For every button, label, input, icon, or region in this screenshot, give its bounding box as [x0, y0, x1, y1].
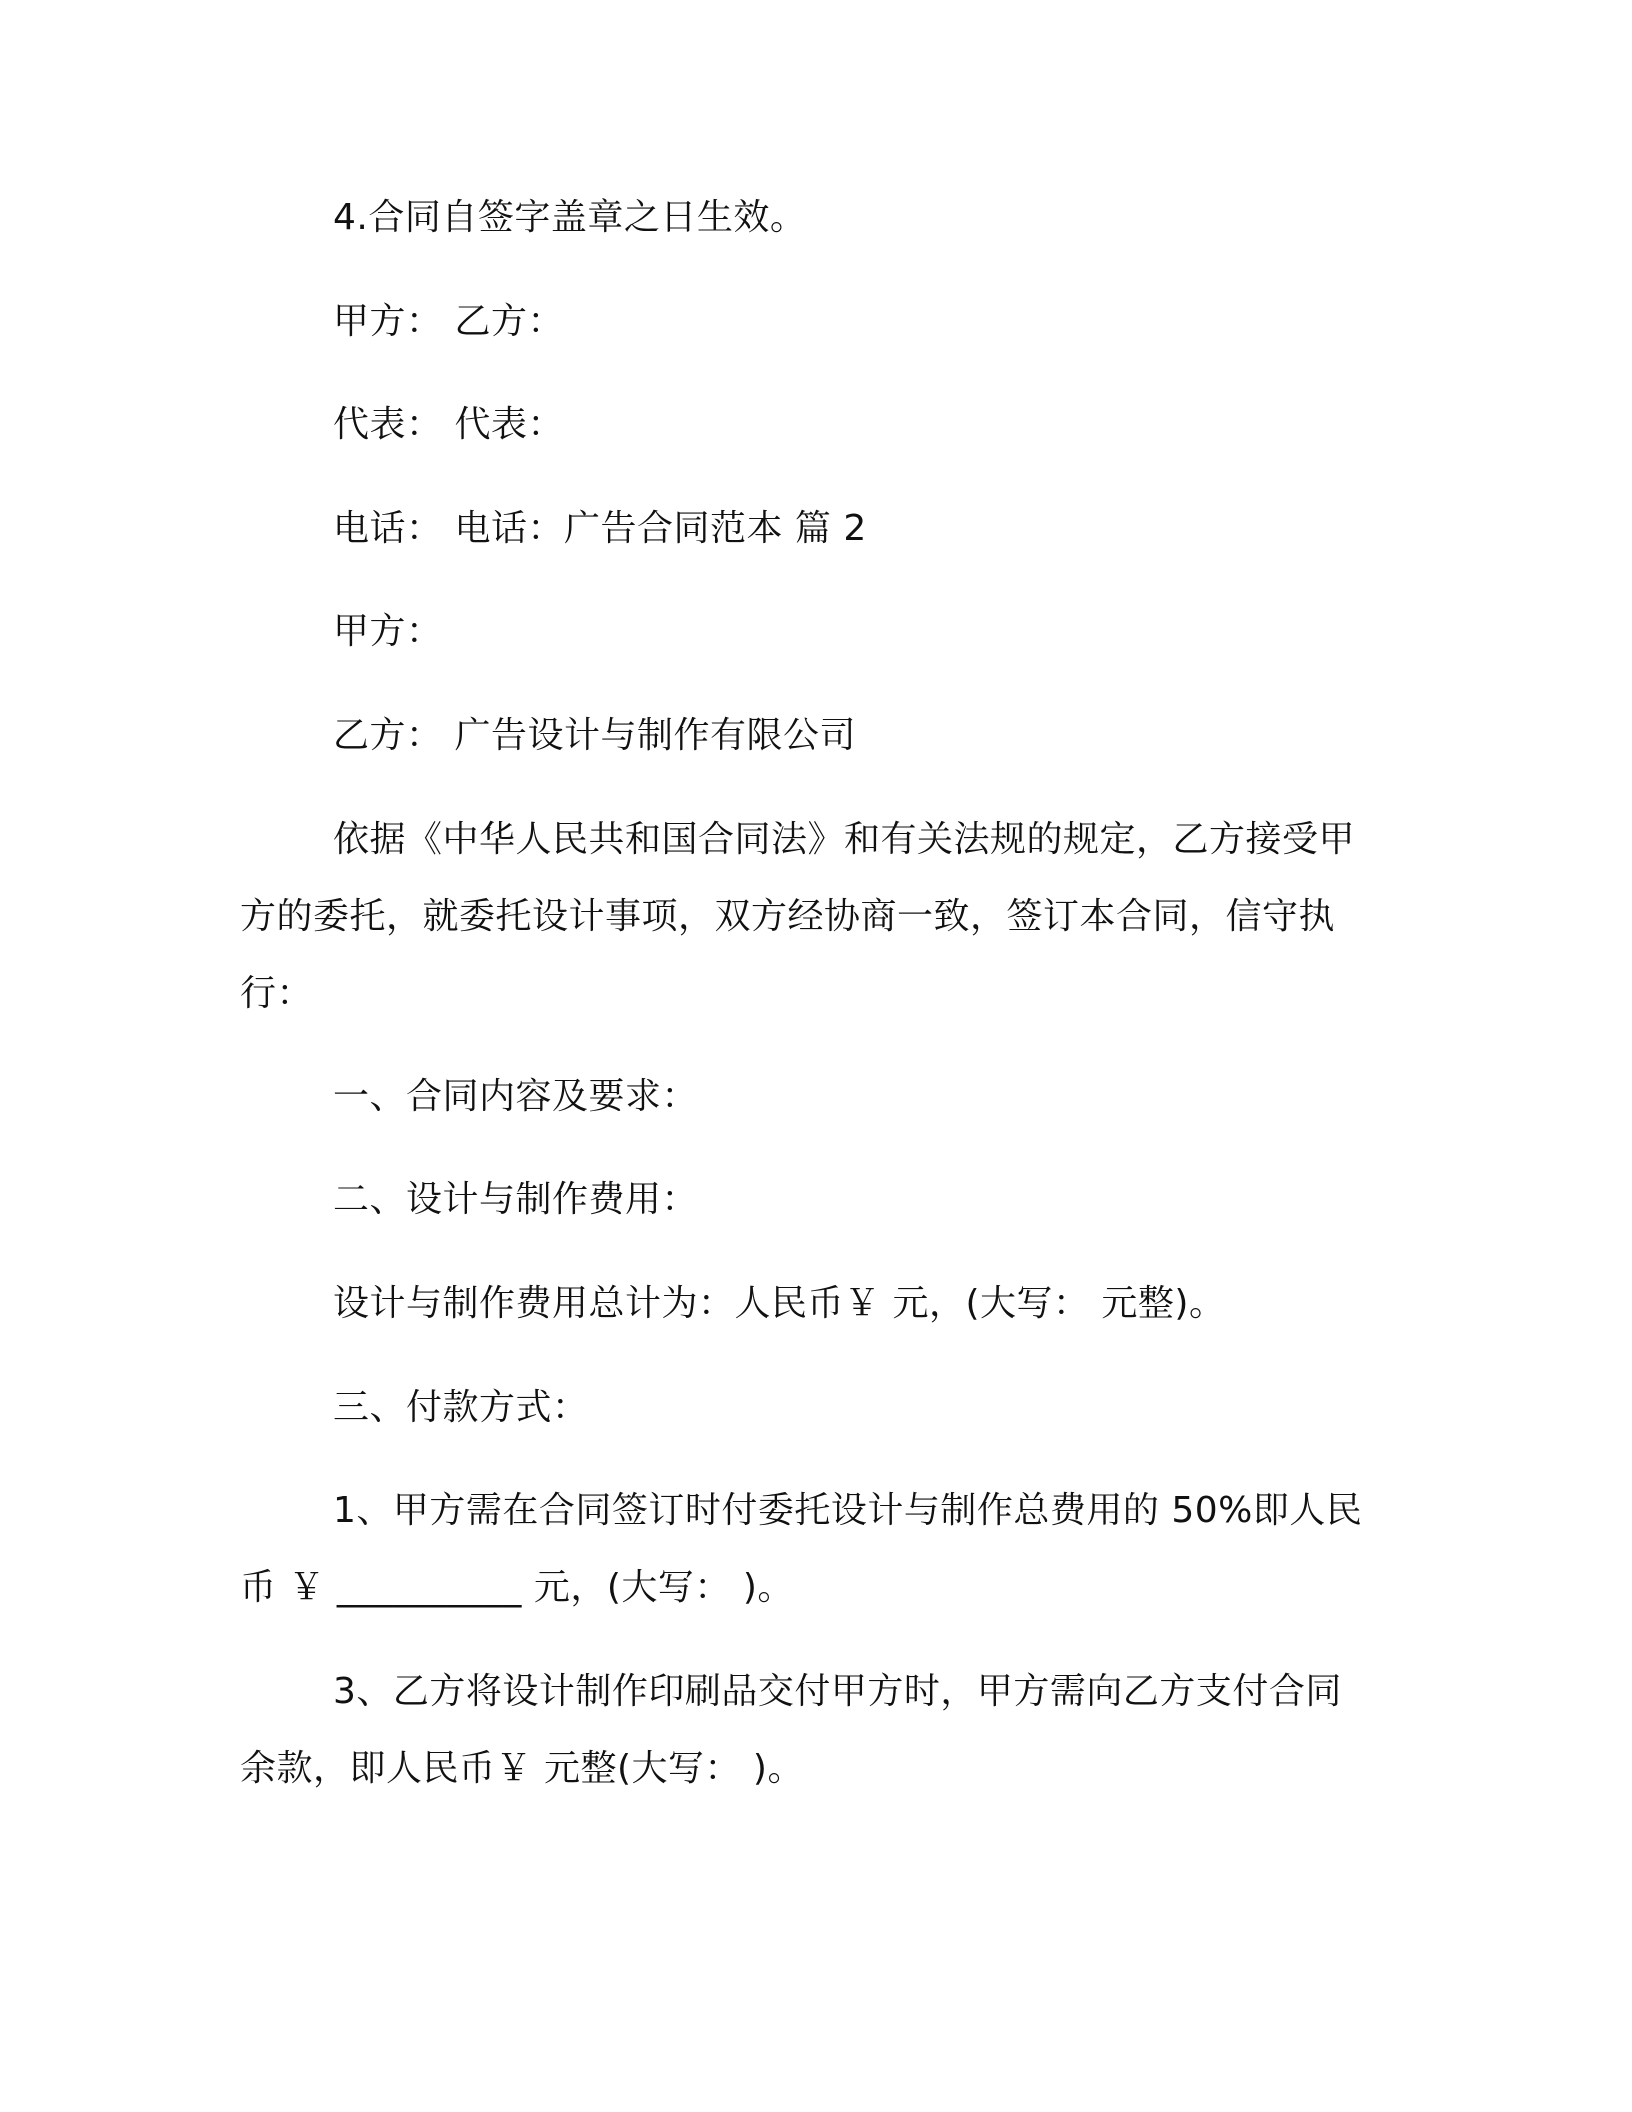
clause-effective-date: 4.合同自签字盖章之日生效。	[333, 197, 807, 238]
preamble-line-1: 依据《中华人民共和国合同法》和有关法规的规定，乙方接受甲	[333, 819, 1356, 860]
fee-total-line: 设计与制作费用总计为：人民币￥ 元，(大写： 元整)。	[333, 1283, 1226, 1324]
signature-representatives: 代表： 代表：	[333, 404, 564, 445]
section-heading-content: 一、合同内容及要求：	[333, 1076, 699, 1117]
signature-phones-and-section-title: 电话： 电话：广告合同范本 篇 2	[333, 508, 867, 549]
payment-item-1-line-1: 1、甲方需在合同签订时付委托设计与制作总费用的 50%即人民	[333, 1490, 1363, 1531]
signature-party-a-b: 甲方： 乙方：	[333, 301, 564, 342]
section-heading-payment: 三、付款方式：	[333, 1387, 589, 1428]
payment-item-3-line-2: 余款，即人民币￥ 元整(大写： )。	[240, 1748, 804, 1789]
payment-item-3-line-1: 3、乙方将设计制作印刷品交付甲方时，甲方需向乙方支付合同	[333, 1671, 1342, 1712]
section-heading-fees: 二、设计与制作费用：	[333, 1179, 699, 1220]
party-b-line: 乙方： 广告设计与制作有限公司	[333, 715, 856, 756]
party-a-line: 甲方：	[333, 611, 443, 652]
payment-item-1-line-2: 币 ￥ __________ 元，(大写： )。	[240, 1567, 794, 1608]
preamble-line-2: 方的委托，就委托设计事项，双方经协商一致，签订本合同，信守执	[240, 896, 1336, 937]
preamble-line-3: 行：	[240, 973, 314, 1014]
